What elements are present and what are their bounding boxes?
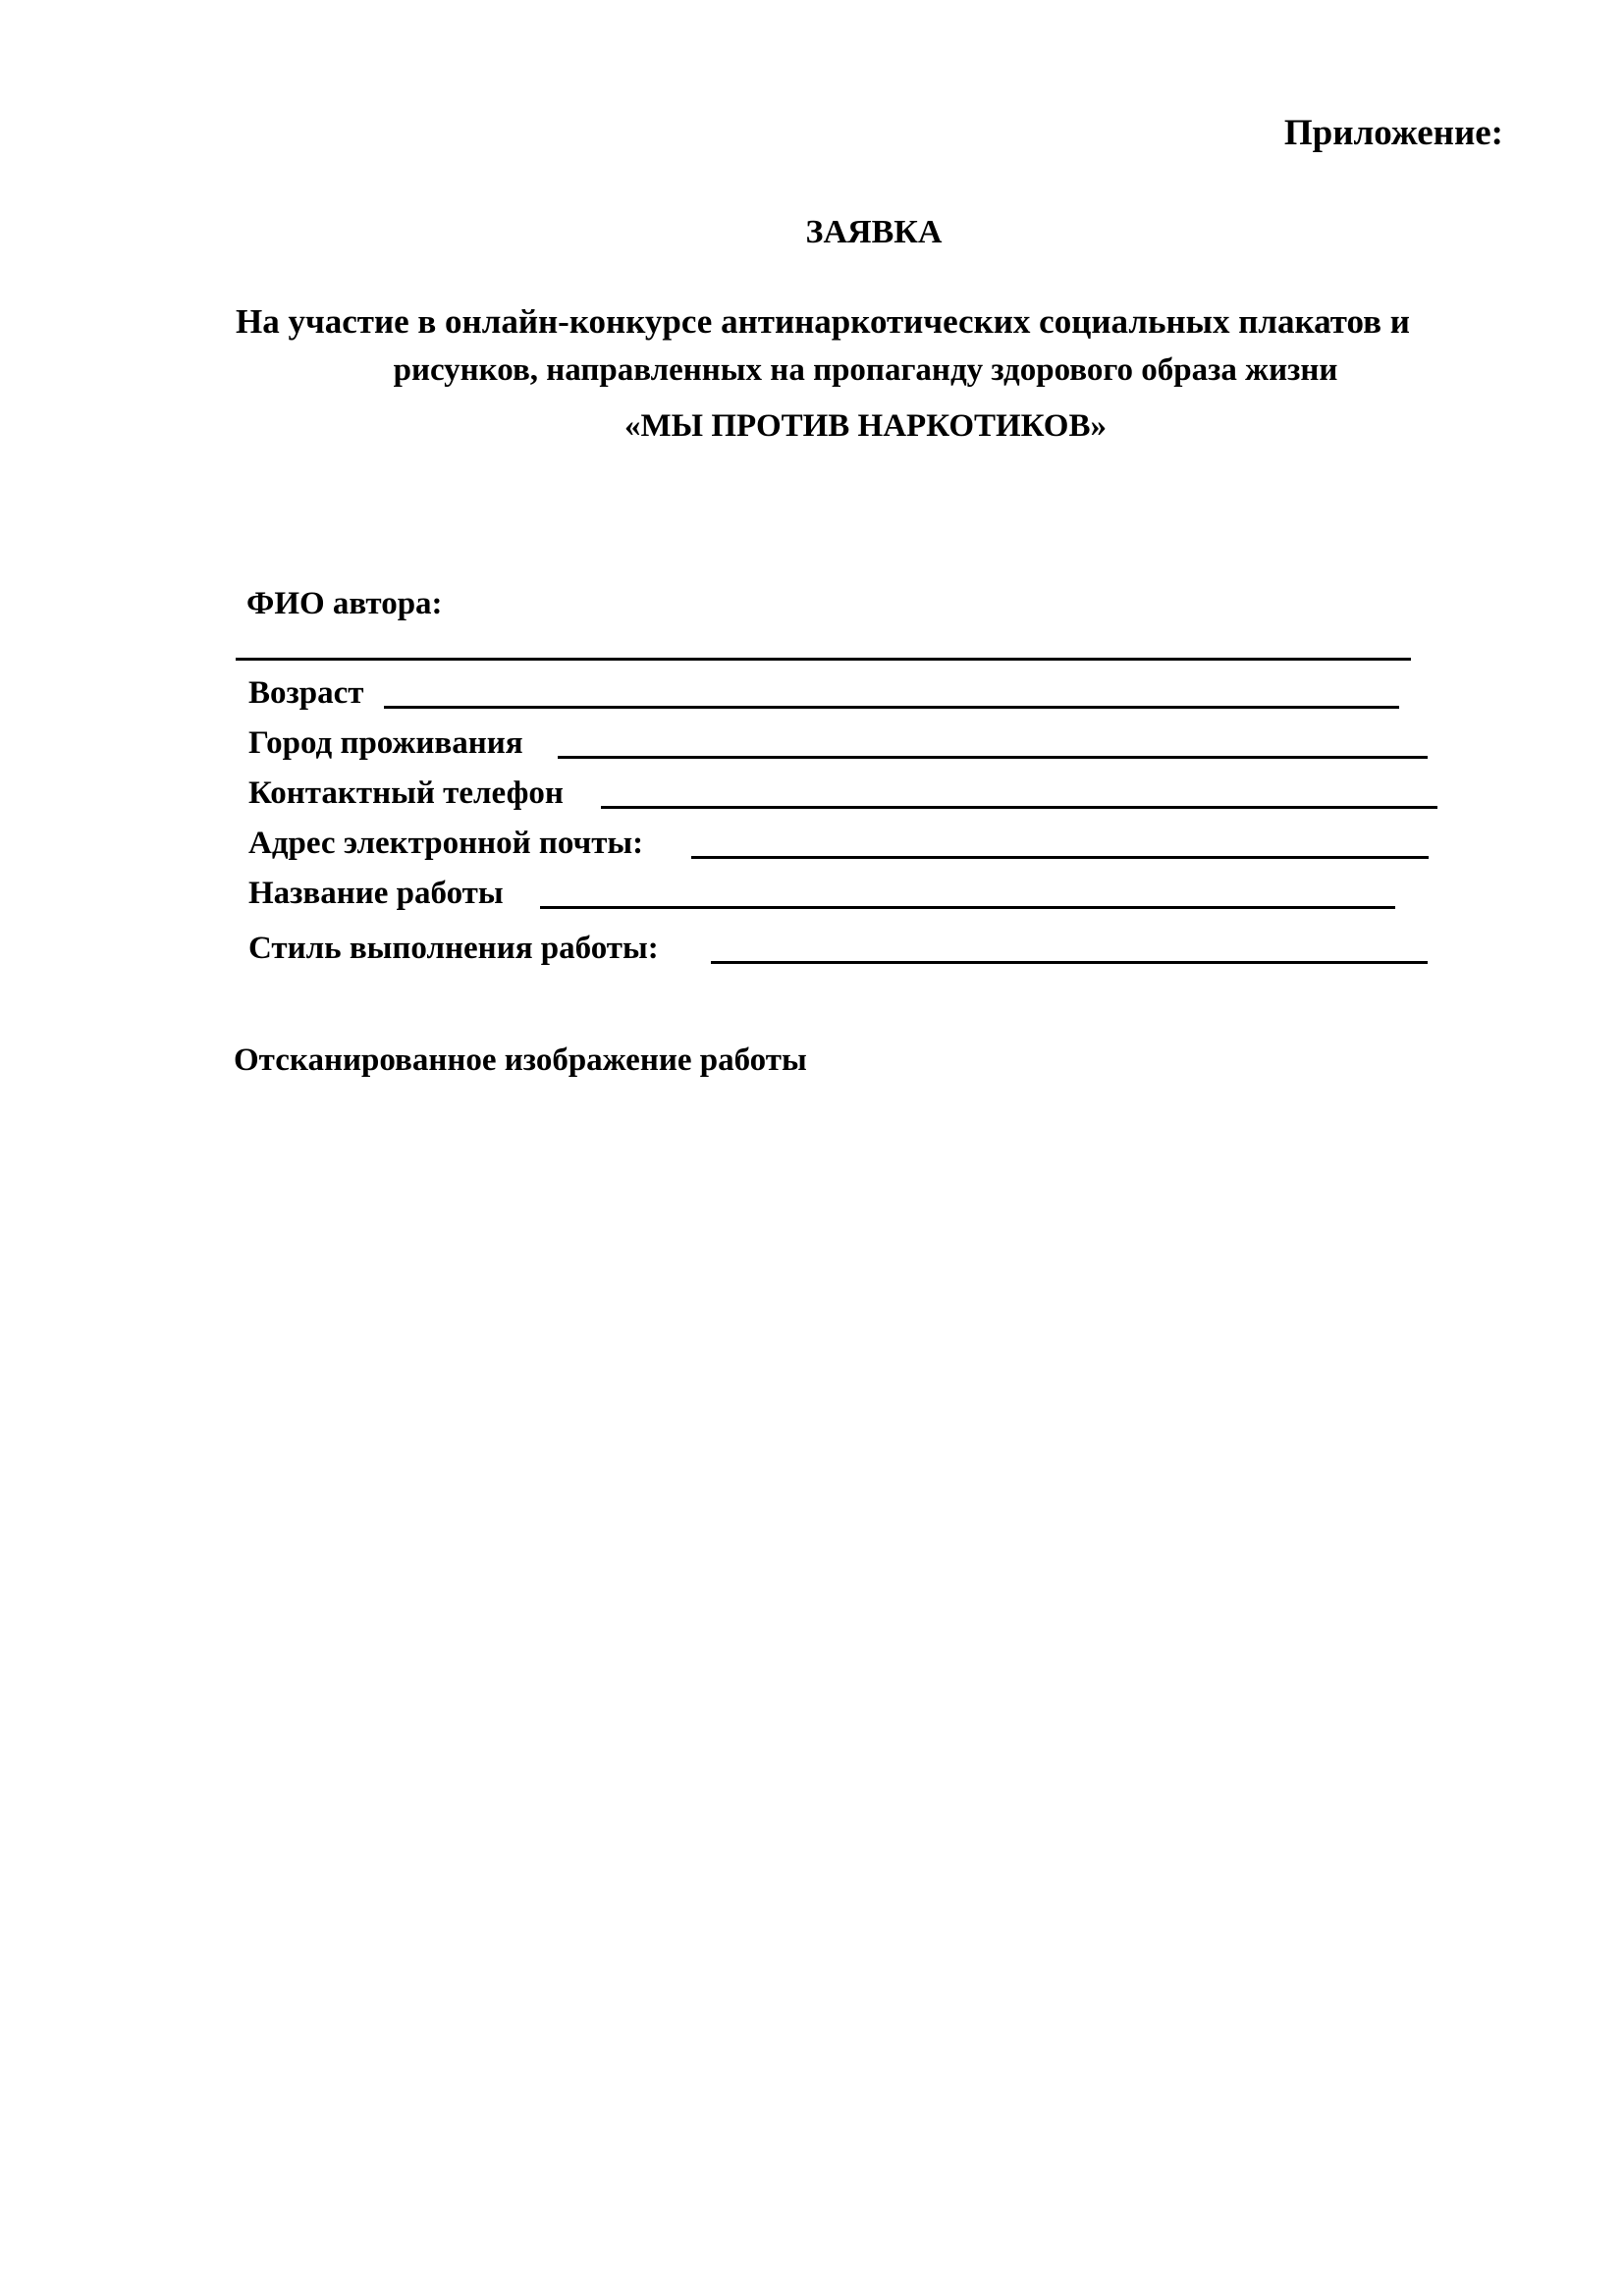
work-title-blank[interactable] — [540, 906, 1395, 909]
city-label: Город проживания — [248, 725, 523, 761]
subtitle-line-2: рисунков, направленных на пропаганду здорового образа жизни — [393, 352, 1338, 388]
document-title: ЗАЯВКА — [805, 214, 943, 250]
city-blank[interactable] — [558, 756, 1428, 759]
work-style-label: Стиль выполнения работы: — [248, 931, 659, 966]
author-name-blank[interactable] — [236, 658, 1411, 661]
appendix-label: Приложение: — [1283, 113, 1503, 153]
author-name-label: ФИО автора: — [246, 586, 443, 621]
scanned-image-label: Отсканированное изображение работы — [234, 1042, 807, 1078]
age-blank[interactable] — [384, 706, 1399, 709]
subtitle-line-1: На участие в онлайн-конкурсе антинаркотических социальных плакатов и — [236, 302, 1410, 341]
work-style-blank[interactable] — [711, 961, 1428, 964]
email-label: Адрес электронной почты: — [248, 826, 644, 861]
age-label: Возраст — [248, 675, 364, 711]
phone-label: Контактный телефон — [248, 775, 564, 811]
work-title-label: Название работы — [248, 876, 504, 911]
phone-blank[interactable] — [601, 806, 1437, 809]
subtitle-line-3: «МЫ ПРОТИВ НАРКОТИКОВ» — [624, 408, 1107, 444]
email-blank[interactable] — [691, 856, 1429, 859]
